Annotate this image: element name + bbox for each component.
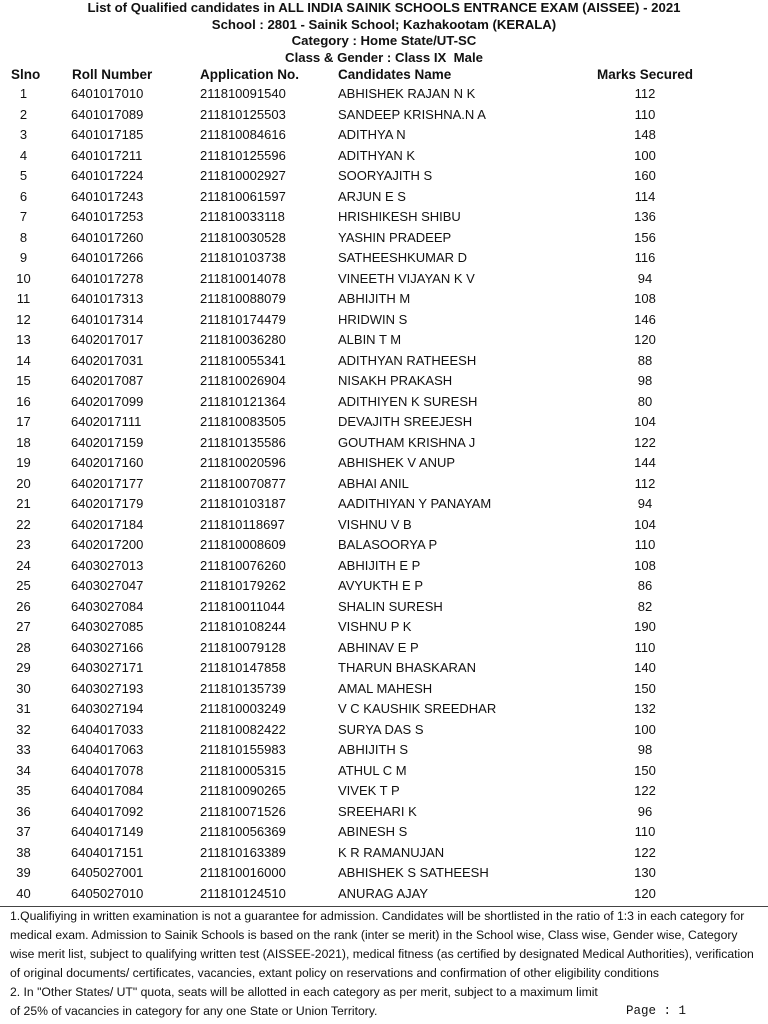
cell-marks: 150 — [634, 762, 656, 778]
cell-application-no: 211810124510 — [200, 885, 286, 901]
table-row — [0, 371, 768, 392]
cell-slno: 12 — [16, 311, 31, 327]
table-row — [0, 884, 768, 905]
cell-slno: 22 — [16, 516, 31, 532]
cell-candidate-name: HRISHIKESH SHIBU — [338, 209, 461, 225]
table-row — [0, 781, 768, 802]
cell-slno: 11 — [16, 291, 31, 307]
page-number: Page : 1 — [625, 1004, 686, 1019]
cell-candidate-name: THARUN BHASKARAN — [338, 660, 476, 676]
cell-roll-number: 6403027166 — [71, 639, 144, 655]
cell-marks: 96 — [637, 803, 653, 819]
cell-candidate-name: ADITHIYEN K SURESH — [338, 393, 478, 409]
cell-slno: 37 — [16, 824, 31, 840]
cell-marks: 104 — [634, 516, 656, 532]
cell-marks: 130 — [634, 865, 656, 881]
table-row — [0, 84, 768, 105]
cell-slno: 32 — [16, 721, 31, 737]
cell-application-no: 211810002927 — [200, 168, 286, 184]
cell-application-no: 211810163389 — [200, 844, 286, 860]
table-row — [0, 802, 768, 823]
table-row — [0, 474, 768, 495]
cell-roll-number: 6404017092 — [71, 803, 144, 819]
cell-candidate-name: SHALIN SURESH — [338, 598, 443, 614]
cell-slno: 9 — [19, 250, 28, 266]
cell-roll-number: 6402017200 — [71, 537, 144, 553]
cell-marks: 110 — [634, 639, 656, 655]
cell-application-no: 211810061597 — [200, 188, 286, 204]
cell-candidate-name: VISHNU V B — [338, 516, 412, 532]
cell-slno: 31 — [16, 701, 31, 717]
table-row — [0, 843, 768, 864]
table-row — [0, 248, 768, 269]
col-header-marks: Marks Secured — [596, 67, 694, 83]
cell-marks: 88 — [637, 352, 653, 368]
table-row — [0, 863, 768, 884]
cell-marks: 82 — [637, 598, 653, 614]
table-header-row — [0, 66, 768, 84]
cell-roll-number: 6403027194 — [71, 701, 144, 717]
cell-candidate-name: SATHEESHKUMAR D — [338, 250, 468, 266]
table-row — [0, 617, 768, 638]
cell-roll-number: 6403027084 — [71, 598, 144, 614]
cell-marks: 122 — [634, 783, 656, 799]
cell-roll-number: 6402017159 — [71, 434, 144, 450]
cell-application-no: 211810179262 — [200, 578, 286, 594]
cell-candidate-name: SANDEEP KRISHNA.N A — [338, 106, 486, 122]
cell-marks: 136 — [634, 209, 656, 225]
table-row — [0, 105, 768, 126]
table-row — [0, 207, 768, 228]
col-header-roll-number: Roll Number — [72, 67, 153, 83]
cell-candidate-name: ABHIJITH S — [338, 742, 409, 758]
table-row — [0, 740, 768, 761]
cell-candidate-name: ABHIJITH E P — [338, 557, 421, 573]
table-row — [0, 289, 768, 310]
table-row — [0, 330, 768, 351]
cell-slno: 15 — [16, 373, 31, 389]
cell-slno: 18 — [16, 434, 31, 450]
cell-application-no: 211810005315 — [200, 762, 286, 778]
cell-slno: 33 — [16, 742, 31, 758]
cell-slno: 34 — [16, 762, 31, 778]
cell-application-no: 211810135739 — [200, 680, 286, 696]
cell-marks: 190 — [634, 619, 656, 635]
table-row — [0, 535, 768, 556]
cell-application-no: 211810071526 — [200, 803, 286, 819]
cell-candidate-name: AADITHIYAN Y PANAYAM — [338, 496, 492, 512]
cell-slno: 29 — [16, 660, 31, 676]
cell-application-no: 211810079128 — [200, 639, 286, 655]
cell-application-no: 211810083505 — [200, 414, 286, 430]
cell-marks: 80 — [637, 393, 653, 409]
cell-slno: 23 — [16, 537, 31, 553]
table-row — [0, 166, 768, 187]
cell-application-no: 211810026904 — [200, 373, 286, 389]
cell-marks: 150 — [634, 680, 656, 696]
cell-candidate-name: K R RAMANUJAN — [338, 844, 445, 860]
cell-roll-number: 6404017033 — [71, 721, 144, 737]
cell-slno: 40 — [16, 885, 31, 901]
cell-candidate-name: ADITHYAN K — [338, 147, 416, 163]
cell-roll-number: 6405027001 — [71, 865, 144, 881]
cell-roll-number: 6404017063 — [71, 742, 144, 758]
cell-roll-number: 6402017179 — [71, 496, 144, 512]
note-2-row — [10, 983, 756, 1021]
table-row — [0, 433, 768, 454]
cell-roll-number: 6401017211 — [71, 147, 143, 163]
cell-application-no: 211810147858 — [200, 660, 286, 676]
cell-application-no: 211810082422 — [200, 721, 286, 737]
cell-candidate-name: VINEETH VIJAYAN K V — [338, 270, 475, 286]
table-row — [0, 761, 768, 782]
document-title: List of Qualified candidates in ALL INDIA SAINIK SCHOOLS ENTRANCE EXAM (AISSEE) - 2021 — [87, 0, 681, 15]
cell-roll-number: 6402017111 — [71, 414, 142, 430]
cell-application-no: 211810008609 — [200, 537, 286, 553]
note-1: 1.Qualifiying in written examination is not a guarantee for admission. Candidates will be shortlisted in the ratio of 1:3 in each category for medical exam. Admission to Sainik Schools is based on the rank (inter se merit) in the School wise, Class wise, Gender wise, Category wise merit list, subject to qualifying written test (AISSEE-2021), medical fitness (as certified by designated Medical Authorities), verification of original documents/ certificates, vacancies, extant policy on reservations and confirmation of other eligibility conditions — [10, 909, 754, 981]
cell-slno: 19 — [16, 455, 31, 471]
cell-roll-number: 6404017078 — [71, 762, 144, 778]
cell-application-no: 211810118697 — [200, 516, 285, 532]
cell-marks: 94 — [637, 496, 653, 512]
cell-application-no: 211810014078 — [200, 270, 286, 286]
cell-marks: 116 — [634, 250, 656, 266]
cell-roll-number: 6403027085 — [71, 619, 144, 635]
cell-roll-number: 6404017084 — [71, 783, 144, 799]
cell-marks: 98 — [637, 742, 653, 758]
cell-marks: 120 — [634, 885, 656, 901]
cell-roll-number: 6402017087 — [71, 373, 144, 389]
cell-slno: 4 — [19, 147, 28, 163]
cell-slno: 3 — [19, 127, 28, 143]
cell-slno: 38 — [16, 844, 31, 860]
cell-roll-number: 6401017278 — [71, 270, 144, 286]
cell-candidate-name: YASHIN PRADEEP — [338, 229, 452, 245]
cell-roll-number: 6404017149 — [71, 824, 144, 840]
cell-application-no: 211810033118 — [200, 209, 285, 225]
cell-application-no: 211810016000 — [200, 865, 286, 881]
cell-slno: 2 — [19, 106, 28, 122]
table-row — [0, 269, 768, 290]
col-header-candidate-name: Candidates Name — [338, 67, 452, 83]
cell-application-no: 211810174479 — [200, 311, 286, 327]
cell-roll-number: 6401017010 — [71, 86, 144, 102]
cell-marks: 140 — [634, 660, 656, 676]
cell-application-no: 211810036280 — [200, 332, 286, 348]
table-row — [0, 658, 768, 679]
cell-roll-number: 6405027010 — [71, 885, 144, 901]
cell-application-no: 211810020596 — [200, 455, 286, 471]
table-body — [0, 84, 768, 904]
cell-slno: 24 — [16, 557, 31, 573]
table-row — [0, 125, 768, 146]
table-row — [0, 556, 768, 577]
cell-candidate-name: SURYA DAS S — [338, 721, 424, 737]
cell-roll-number: 6404017151 — [71, 844, 144, 860]
cell-marks: 160 — [634, 168, 656, 184]
cell-roll-number: 6401017313 — [71, 291, 144, 307]
cell-marks: 86 — [637, 578, 653, 594]
cell-roll-number: 6401017243 — [71, 188, 144, 204]
cell-marks: 108 — [634, 557, 656, 573]
cell-application-no: 211810076260 — [200, 557, 286, 573]
cell-application-no: 211810084616 — [200, 127, 286, 143]
cell-candidate-name: VISHNU P K — [338, 619, 412, 635]
cell-candidate-name: BALASOORYA P — [338, 537, 438, 553]
cell-slno: 21 — [16, 496, 31, 512]
cell-slno: 17 — [16, 414, 31, 430]
cell-application-no: 211810135586 — [200, 434, 286, 450]
cell-slno: 27 — [16, 619, 31, 635]
cell-marks: 144 — [634, 455, 656, 471]
table-row — [0, 310, 768, 331]
cell-slno: 5 — [19, 168, 28, 184]
cell-candidate-name: ANURAG AJAY — [338, 885, 429, 901]
candidates-table — [0, 66, 768, 904]
cell-marks: 100 — [634, 721, 656, 737]
cell-marks: 122 — [634, 844, 656, 860]
cell-candidate-name: AMAL MAHESH — [338, 680, 433, 696]
cell-candidate-name: ADITHYAN RATHEESH — [338, 352, 477, 368]
cell-application-no: 211810125596 — [200, 147, 286, 163]
cell-roll-number: 6402017017 — [71, 332, 144, 348]
class-gender-line: Class & Gender : Class IX Male — [285, 49, 483, 65]
cell-candidate-name: ABHISHEK RAJAN N K — [338, 86, 476, 102]
cell-candidate-name: ABHINAV E P — [338, 639, 419, 655]
cell-marks: 110 — [634, 537, 656, 553]
cell-roll-number: 6401017314 — [71, 311, 144, 327]
table-row — [0, 392, 768, 413]
cell-roll-number: 6401017253 — [71, 209, 144, 225]
cell-application-no: 211810003249 — [200, 701, 286, 717]
cell-slno: 25 — [16, 578, 31, 594]
cell-application-no: 211810103738 — [200, 250, 286, 266]
cell-application-no: 211810091540 — [200, 86, 286, 102]
cell-marks: 98 — [637, 373, 653, 389]
cell-candidate-name: GOUTHAM KRISHNA J — [338, 434, 476, 450]
cell-slno: 30 — [16, 680, 31, 696]
cell-application-no: 211810090265 — [200, 783, 286, 799]
cell-application-no: 211810055341 — [200, 352, 286, 368]
cell-marks: 132 — [634, 701, 656, 717]
cell-roll-number: 6403027013 — [71, 557, 144, 573]
cell-slno: 39 — [16, 865, 31, 881]
cell-marks: 112 — [634, 86, 656, 102]
cell-candidate-name: ALBIN T M — [338, 332, 402, 348]
table-row — [0, 720, 768, 741]
col-header-slno: Slno — [11, 67, 41, 83]
cell-roll-number: 6402017177 — [71, 475, 144, 491]
table-row — [0, 699, 768, 720]
cell-marks: 156 — [634, 229, 656, 245]
cell-roll-number: 6402017160 — [71, 455, 144, 471]
cell-marks: 110 — [634, 106, 656, 122]
cell-candidate-name: ABHISHEK V ANUP — [338, 455, 456, 471]
cell-marks: 120 — [634, 332, 656, 348]
cell-application-no: 211810088079 — [200, 291, 286, 307]
cell-roll-number: 6401017266 — [71, 250, 144, 266]
table-row — [0, 228, 768, 249]
cell-slno: 6 — [19, 188, 28, 204]
cell-slno: 14 — [16, 352, 31, 368]
cell-candidate-name: DEVAJITH SREEJESH — [338, 414, 473, 430]
cell-marks: 112 — [634, 475, 656, 491]
cell-slno: 28 — [16, 639, 31, 655]
table-row — [0, 146, 768, 167]
cell-roll-number: 6403027171 — [71, 660, 144, 676]
cell-marks: 108 — [634, 291, 656, 307]
cell-slno: 1 — [19, 86, 28, 102]
cell-marks: 94 — [637, 270, 653, 286]
cell-roll-number: 6401017185 — [71, 127, 144, 143]
cell-slno: 20 — [16, 475, 31, 491]
cell-slno: 26 — [16, 598, 31, 614]
cell-candidate-name: NISAKH PRAKASH — [338, 373, 453, 389]
cell-roll-number: 6402017031 — [71, 352, 144, 368]
cell-application-no: 211810125503 — [200, 106, 286, 122]
cell-candidate-name: SREEHARI K — [338, 803, 417, 819]
cell-candidate-name: ARJUN E S — [338, 188, 406, 204]
document-header — [0, 0, 768, 66]
cell-candidate-name: ADITHYA N — [338, 127, 406, 143]
school-line: School : 2801 - Sainik School; Kazhakootam (KERALA) — [211, 16, 557, 32]
table-row — [0, 597, 768, 618]
cell-roll-number: 6402017099 — [71, 393, 144, 409]
table-row — [0, 494, 768, 515]
cell-slno: 36 — [16, 803, 31, 819]
cell-candidate-name: VIVEK T P — [338, 783, 400, 799]
table-row — [0, 679, 768, 700]
cell-candidate-name: AVYUKTH E P — [338, 578, 424, 594]
table-row — [0, 576, 768, 597]
cell-application-no: 211810108244 — [200, 619, 286, 635]
cell-roll-number: 6401017089 — [71, 106, 144, 122]
cell-candidate-name: ATHUL C M — [338, 762, 407, 778]
cell-application-no: 211810121364 — [200, 393, 286, 409]
cell-candidate-name: V C KAUSHIK SREEDHAR — [338, 701, 497, 717]
cell-marks: 104 — [634, 414, 656, 430]
cell-application-no: 211810103187 — [200, 496, 286, 512]
cell-roll-number: 6403027047 — [71, 578, 144, 594]
cell-candidate-name: ABHIJITH M — [338, 291, 411, 307]
cell-candidate-name: ABHISHEK S SATHEESH — [338, 865, 489, 881]
cell-application-no: 211810070877 — [200, 475, 286, 491]
cell-candidate-name: SOORYAJITH S — [338, 168, 433, 184]
cell-marks: 122 — [634, 434, 656, 450]
cell-application-no: 211810030528 — [200, 229, 286, 245]
cell-marks: 114 — [634, 188, 656, 204]
cell-roll-number: 6401017260 — [71, 229, 144, 245]
cell-marks: 100 — [634, 147, 656, 163]
cell-candidate-name: ABINESH S — [338, 824, 408, 840]
table-row — [0, 412, 768, 433]
cell-slno: 10 — [16, 270, 31, 286]
note-2: 2. In "Other States/ UT" quota, seats will be allotted in each category as per merit, subject to a maximum limit of 25% of vacancies in category for any one State or Union Territory. — [10, 985, 598, 1019]
table-row — [0, 351, 768, 372]
table-row — [0, 822, 768, 843]
col-header-application-no: Application No. — [200, 67, 299, 83]
cell-slno: 7 — [19, 209, 28, 225]
table-row — [0, 515, 768, 536]
cell-roll-number: 6402017184 — [71, 516, 144, 532]
cell-marks: 146 — [634, 311, 656, 327]
table-row — [0, 638, 768, 659]
cell-candidate-name: ABHAI ANIL — [338, 475, 409, 491]
cell-application-no: 211810155983 — [200, 742, 286, 758]
cell-slno: 35 — [16, 783, 31, 799]
cell-roll-number: 6401017224 — [71, 168, 144, 184]
cell-marks: 148 — [634, 127, 656, 143]
notes-section — [0, 907, 768, 1021]
cell-marks: 110 — [634, 824, 656, 840]
cell-roll-number: 6403027193 — [71, 680, 144, 696]
category-line: Category : Home State/UT-SC — [291, 33, 477, 49]
cell-application-no: 211810011044 — [200, 598, 285, 614]
table-row — [0, 453, 768, 474]
cell-slno: 8 — [19, 229, 28, 245]
table-row — [0, 187, 768, 208]
cell-slno: 13 — [16, 332, 31, 348]
cell-slno: 16 — [16, 393, 31, 409]
cell-candidate-name: HRIDWIN S — [338, 311, 408, 327]
cell-application-no: 211810056369 — [200, 824, 286, 840]
